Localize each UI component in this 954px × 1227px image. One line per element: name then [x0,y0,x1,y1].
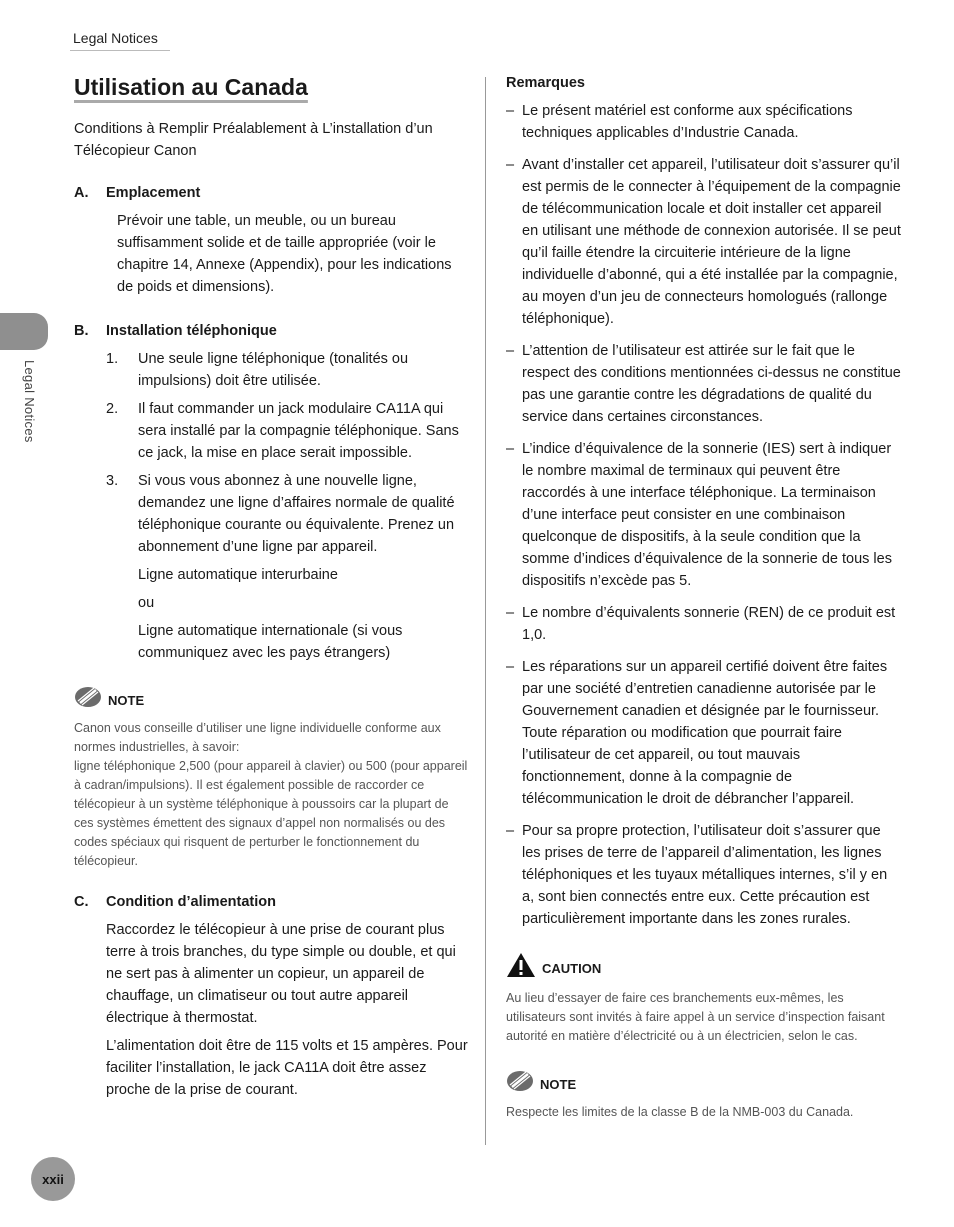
note-title-right [506,1070,901,1099]
list-item [74,470,469,558]
list-item-number: 2. [106,401,119,417]
note-text-right: Respecte les limites de la classe B de la NMB-003 du Canada. [506,1105,854,1119]
header-rule [70,50,170,51]
remark-item [506,340,901,428]
warning-icon [506,952,542,985]
remark-dash: – [506,157,515,173]
note-text-1: Canon vous conseille d’utiliser une ligne individuelle conforme aux normes industrielles, à savoir: [74,721,441,754]
remark-text: Avant d’installer cet appareil, l’utilisateur doit s’assurer qu’il est permis de le connecter à l’équipement de la compagnie de télécommunication locale et doit installer cet appareil en utilisant une méthode de connexion autorisée. Il se peut qu’il faille étendre la circuiterie intérieure de la ligne individuelle d’abonné, qui a été installée par la compagnie, au moyen d’un jeu de connecteurs homologués (rallonge téléphonique). [522,157,901,327]
remark-text: L’attention de l’utilisateur est attirée sur le fait que le respect des conditions mentionnées ci-dessus ne constitue pas une garantie contre les dégradations de qualité du service dans certaines circonstances. [522,343,901,425]
page-title: Utilisation au Canada [74,74,308,100]
remark-text: L’indice d’équivalence de la sonnerie (IES) sert à indiquer le nombre maximal de terminaux qui peuvent être raccordés à une interface téléphonique. La terminaison d’une interface peut consister en une combinaison quelconque de dispositifs, à la seule condition que la somme d’indices d’équivalence de la sonnerie de tous les dispositifs n’excède pas 5. [522,441,892,589]
side-tab [0,313,48,350]
pencil-icon [74,686,108,715]
remark-item [506,602,901,646]
line-option-interurbaine: Ligne automatique interurbaine [138,567,338,583]
running-header: Legal Notices [73,30,158,46]
line-option-internationale: Ligne automatique internationale (si vous communiquez avec les pays étrangers) [138,623,403,661]
remark-dash: – [506,659,515,675]
caution-box [506,952,901,1046]
note-label: NOTE [108,692,145,708]
caution-title [506,952,901,985]
left-column [74,72,469,1101]
remark-item [506,438,901,592]
list-item-text: Si vous vous abonnez à une nouvelle ligne, demandez une ligne d’affaires normale de qualité téléphonique courante ou équivalente. Prenez un abonnement d’une ligne par appareil. [138,473,455,555]
list-item [74,348,469,392]
right-column [506,72,901,1122]
list-item-text: Une seule ligne téléphonique (tonalités ou impulsions) doit être utilisée. [138,351,409,389]
note-label: NOTE [540,1076,577,1092]
remark-dash: – [506,823,515,839]
caution-text: Au lieu d’essayer de faire ces branchements eux-mêmes, les utilisateurs sont invités à faire appel à un service d’inspection faisant autorité en matière d’électricité ou à un électricien, selon le cas. [506,991,885,1043]
note-text-2: ligne téléphonique 2,500 (pour appareil à clavier) ou 500 (pour appareil à cadran/impulsions). Il est également possible de raccorder ce télécopieur à un système téléphonique à poussoirs car la plupart de ces systèmes émettent des signaux d’appel non normalisés ou des codes spéciaux qui risquent de perturber le fonctionnement du télécopieur. [74,759,468,868]
page-number: xxii [31,1157,75,1201]
remark-text: Pour sa propre protection, l’utilisateur doit s’assurer que les prises de terre de l’appareil d’alimentation, les lignes téléphoniques et les tuyaux métalliques internes, s’il y en a, sont bien connectés entre eux. Cette précaution est particulièrement importante dans les zones rurales. [522,823,888,927]
remark-text: Le nombre d’équivalents sonnerie (REN) de ce produit est 1,0. [522,605,896,643]
remark-item [506,154,901,330]
remark-item [506,100,901,144]
section-c-paragraph-1: Raccordez le télécopieur à une prise de courant plus terre à trois branches, du type simple ou double, et qui ne sert pas à alimenter un copieur, un appareil de chauffage, un climatiseur ou tout autre appareil électrique à thermostat. [106,922,456,1026]
remark-item [506,820,901,930]
side-tab-label: Legal Notices [22,360,37,443]
list-item-number: 3. [106,473,119,489]
caution-label: CAUTION [542,960,602,976]
section-a-letter: A. [74,185,89,201]
remark-dash: – [506,103,515,119]
remarks-title: Remarques [506,75,585,91]
pencil-icon [506,1070,540,1099]
remark-dash: – [506,605,515,621]
list-item-text: Il faut commander un jack modulaire CA11A qui sera installé par la compagnie téléphonique. Sans ce jack, la mise en place serait impossible. [138,401,459,461]
section-a-heading [74,182,469,204]
section-c-title: Condition d’alimentation [106,894,276,910]
remark-text: Les réparations sur un appareil certifié doivent être faites par une société d’entretien canadienne autorisée par le Gouvernement canadien et désignée par le fournisseur. Toute réparation ou modification que pourrait faire l’utilisateur de cet appareil, ou tout mauvais fonctionnement, donne à la compagnie de télécommunication le droit de débrancher l’appareil. [522,659,888,807]
section-c-paragraph-2: L’alimentation doit être de 115 volts et 15 ampères. Pour faciliter l’installation, le jack CA11A doit être assez proche de la prise de courant. [106,1038,468,1098]
section-a-title: Emplacement [106,185,201,201]
remark-item [506,656,901,810]
note-box-right [506,1070,901,1122]
section-c-heading [74,891,469,913]
note-box-left [74,686,469,871]
intro-paragraph: Conditions à Remplir Préalablement à L’installation d’un Télécopieur Canon [74,121,433,159]
section-a-body: Prévoir une table, un meuble, ou un bureau suffisamment solide et de taille appropriée (voir le chapitre 14, Annexe (Appendix), pour les indications de poids et dimensions). [117,213,452,295]
line-option-or: ou [138,595,155,611]
list-item-number: 1. [106,351,119,367]
note-title-left [74,686,469,715]
section-c-letter: C. [74,894,89,910]
remark-text: Le présent matériel est conforme aux spécifications techniques applicables d’Industrie Canada. [522,103,853,141]
section-b-heading [74,320,469,342]
remark-dash: – [506,343,515,359]
section-b-letter: B. [74,323,89,339]
column-divider [485,77,486,1145]
section-b-title: Installation téléphonique [106,323,277,339]
list-item [74,398,469,464]
remark-dash: – [506,441,515,457]
